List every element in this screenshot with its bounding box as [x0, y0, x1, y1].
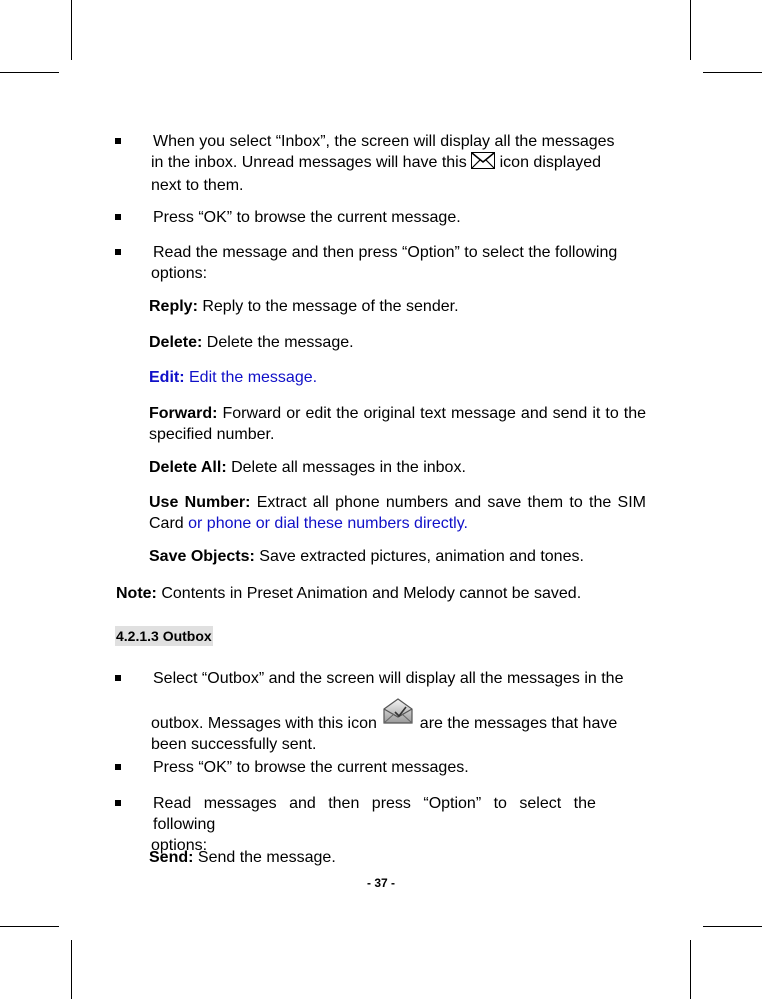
option-text: Extract all phone numbers and save them to the SIM Card — [149, 494, 647, 532]
bullet-text: next to them. — [151, 177, 244, 194]
bullet-text: Read messages and then press “Option” to select the following — [153, 795, 596, 833]
option-label: Send: — [149, 849, 194, 866]
bullet-text: Select “Outbox” and the screen will display all the messages in the — [153, 670, 624, 687]
option-save-objects — [149, 546, 646, 567]
crop-mark — [690, 940, 691, 999]
bullet-mark — [115, 214, 121, 220]
option-text: Delete all messages in the inbox. — [226, 459, 466, 476]
note-label: Note: — [116, 585, 157, 602]
bullet-mark — [115, 249, 121, 255]
sent-envelope-icon — [381, 696, 415, 732]
option-text: or phone or dial these numbers directly. — [183, 515, 468, 532]
crop-mark — [690, 0, 691, 60]
option-label: Delete: — [149, 334, 203, 351]
option-send — [149, 847, 646, 868]
closed-envelope-icon — [471, 152, 495, 175]
bullet-text: are the messages that have — [419, 715, 618, 732]
note-text: Contents in Preset Animation and Melody cannot be saved. — [156, 585, 582, 602]
bullet-text: icon displayed — [499, 154, 602, 171]
option-label: Delete All: — [149, 459, 227, 476]
option-text: Delete the message. — [202, 334, 354, 351]
crop-mark — [0, 926, 59, 927]
option-text: Edit the message. — [184, 369, 318, 386]
section-heading: 4.2.1.3 Outbox — [116, 628, 212, 644]
option-label: Use Number: — [149, 494, 251, 511]
bullet-mark — [115, 800, 121, 806]
option-edit — [149, 367, 646, 388]
option-reply — [149, 296, 646, 317]
option-label: Edit: — [149, 369, 185, 386]
crop-mark — [703, 72, 762, 73]
option-label: Reply: — [149, 298, 198, 315]
option-delete — [149, 332, 646, 353]
option-use-number — [149, 492, 646, 534]
option-text: Save extracted pictures, animation and tones. — [254, 548, 584, 565]
bullet-text: Read the message and then press “Option” to select the following — [153, 244, 618, 261]
bullet-text: outbox. Messages with this icon — [151, 715, 377, 732]
bullet-text: Press “OK” to browse the current message. — [153, 209, 461, 226]
bullet-mark — [115, 138, 121, 144]
crop-mark — [703, 926, 762, 927]
option-text: Forward or edit the original text message and send it to the specified number. — [149, 405, 646, 443]
list-item — [115, 757, 646, 778]
list-item — [115, 207, 646, 228]
option-delete-all — [149, 457, 646, 478]
bullet-text: When you select “Inbox”, the screen will display all the messages — [153, 133, 615, 150]
list-item — [115, 242, 646, 284]
bullet-mark — [115, 675, 121, 681]
option-label: Forward: — [149, 405, 218, 422]
crop-mark — [71, 0, 72, 60]
list-item — [115, 131, 646, 196]
option-forward — [149, 403, 646, 445]
option-text: Send the message. — [193, 849, 336, 866]
page-number: - 37 - — [366, 876, 395, 890]
option-label: Save Objects: — [149, 548, 255, 565]
note — [116, 583, 581, 604]
bullet-text: Press “OK” to browse the current messages. — [153, 759, 469, 776]
bullet-text: options: — [151, 837, 208, 854]
list-item — [115, 668, 646, 755]
bullet-text: been successfully sent. — [151, 736, 317, 753]
crop-mark — [0, 72, 59, 73]
bullet-text: options: — [151, 265, 208, 282]
crop-mark — [71, 940, 72, 999]
bullet-text: in the inbox. Unread messages will have this — [151, 154, 467, 171]
option-text: Reply to the message of the sender. — [197, 298, 459, 315]
bullet-mark — [115, 764, 121, 770]
